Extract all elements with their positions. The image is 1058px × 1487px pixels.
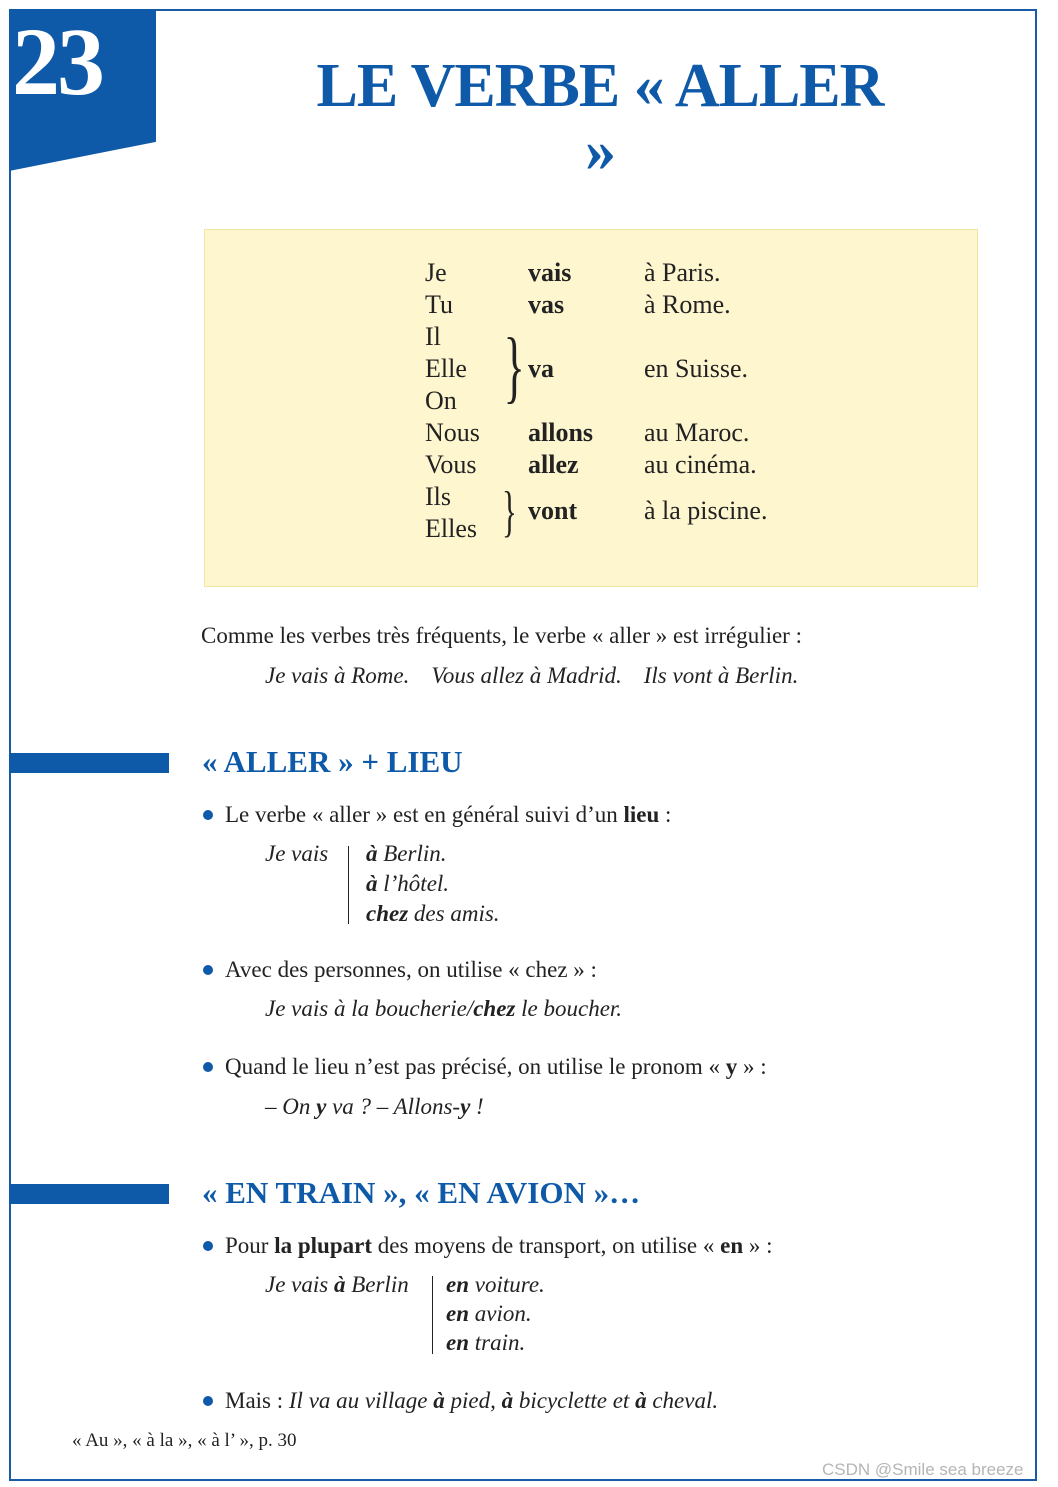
example-sentence: Ils vont à Berlin. [643,663,799,688]
example-line: chez des amis. [366,901,500,926]
brace: } [503,323,525,411]
bullet-text: Quand le lieu n’est pas précisé, on utilise le pronom « y » : [225,1054,767,1079]
verb-form: vont [528,496,578,525]
example-sentence: Je vais à Rome. [265,663,410,688]
chapter-number: 23 [12,8,102,115]
pronoun: Nous [425,418,480,447]
brace: } [502,481,517,543]
example-sentence: – On y va ? – Allons-y ! [265,1094,484,1119]
bullet-icon [203,1396,213,1406]
example-line: en avion. [446,1301,532,1326]
bullet-icon [203,1241,213,1251]
example-sentence: Je vais à la boucherie/chez le boucher. [265,996,623,1021]
pronoun: Ils [425,482,451,511]
bullet-icon [203,810,213,820]
example-line: en train. [446,1330,526,1355]
verb-form: allons [528,418,594,447]
example-line: à Berlin. [366,841,447,866]
watermark: CSDN @Smile sea breeze [822,1460,1024,1479]
conjugation-box [204,229,978,587]
example-subject: Je vais [265,841,329,866]
pronoun: On [425,386,457,415]
example-sentence: Vous allez à Madrid. [431,663,622,688]
pronoun: Elle [425,354,467,383]
intro-example [265,662,798,690]
bullet-icon [203,965,213,975]
cross-reference: « Au », « à la », « à l’ », p. 30 [72,1430,297,1451]
place: au Maroc. [644,418,750,447]
section-heading: « EN TRAIN », « EN AVION »… [202,1175,641,1210]
bullet-text: Avec des personnes, on utilise « chez » : [225,957,597,982]
pronoun: Elles [425,514,477,543]
bullet-icon [203,1062,213,1072]
place: à Rome. [644,290,731,319]
pronoun: Tu [425,290,453,319]
section-heading: « ALLER » + LIEU [202,744,463,779]
verb-form: vais [528,258,572,287]
place: en Suisse. [644,354,748,383]
bullet-text: Mais : Il va au village à pied, à bicyclette et à cheval. [225,1388,719,1413]
place: à la piscine. [644,496,768,525]
example-line: en voiture. [446,1272,545,1297]
bullet-text: Pour la plupart des moyens de transport, on utilise « en » : [225,1233,773,1258]
divider-line [348,846,349,924]
section-bar [9,1184,169,1204]
divider-line [432,1276,433,1354]
pronoun: Vous [425,450,477,479]
page-title: LE VERBE « ALLER » [316,52,884,186]
bullet-text: Le verbe « aller » est en général suivi d’un lieu : [225,802,672,827]
section-bar [9,753,169,773]
pronoun: Il [425,322,441,351]
verb-form: allez [528,450,579,479]
verb-form: vas [528,290,565,319]
place: à Paris. [644,258,721,287]
example-subject: Je vais à Berlin [265,1272,409,1297]
intro-text: Comme les verbes très fréquents, le verbe « aller » est irrégulier : [201,623,802,648]
pronoun: Je [425,258,447,287]
example-line: à l’hôtel. [366,871,450,896]
place: au cinéma. [644,450,757,479]
verb-form: va [528,354,554,383]
